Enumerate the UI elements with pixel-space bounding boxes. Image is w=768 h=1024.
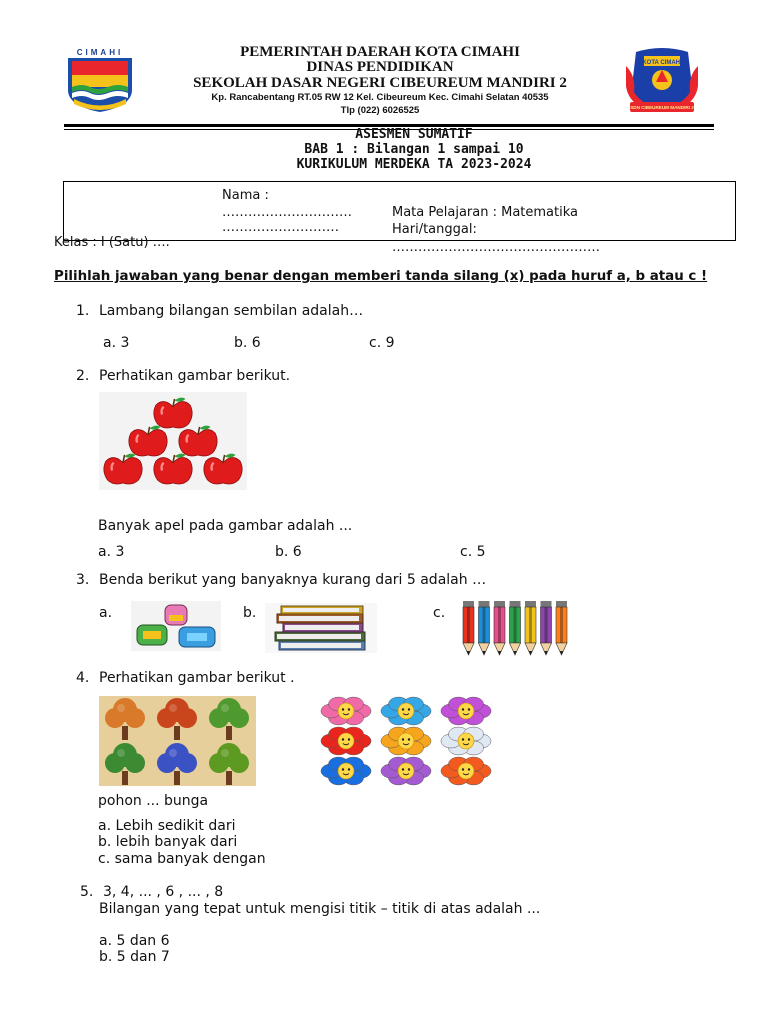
q2-option-c[interactable]: c. 5 [460,544,486,560]
title-block [0,127,768,172]
flower-7 [321,757,371,785]
q1-option-b[interactable]: b. 6 [234,335,261,351]
instruction: Pilihlah jawaban yang benar dengan memberi tanda silang (x) pada huruf a, b atau c ! [54,269,708,284]
flower-2 [381,697,431,725]
q1-text: Lambang bilangan sembilan adalah… [99,303,364,319]
bags-image[interactable] [131,601,221,651]
pencil-6 [541,601,552,655]
kop-line-3: SEKOLAH DASAR NEGERI CIBEUREUM MANDIRI 2 [193,75,567,91]
kelas-label: Kelas : I (Satu) …. [54,235,170,250]
q3-number: 3. [76,572,90,588]
q2-text: Perhatikan gambar berikut. [99,368,291,384]
q1-option-a[interactable]: a. 3 [103,335,130,351]
kop-address: Kp. Rancabentang RT.05 RW 12 Kel. Cibeureum Kec. Cimahi Selatan 40535 [211,92,549,103]
apples-image [99,392,247,490]
nama-dots-2[interactable]: ……………………… [222,220,339,235]
q5-stem: Bilangan yang tepat untuk mengisi titik – titik di atas adalah ... [99,901,541,917]
trees-image [99,696,256,786]
q4-text: Perhatikan gambar berikut . [99,670,295,686]
q5-option-b[interactable]: b. 5 dan 7 [99,949,170,965]
flower-3 [441,697,491,725]
flower-1 [321,697,371,725]
tree-3 [209,698,249,740]
school-logo [622,46,702,118]
bag-blue [179,627,215,647]
q4-number: 4. [76,670,90,686]
q2-stem: Banyak apel pada gambar adalah ... [98,518,353,534]
apple-3 [179,426,217,456]
book-1 [279,641,365,650]
svg-text:CIMAHI: CIMAHI [76,48,124,57]
hari-dots[interactable]: ………………………………………… [392,240,600,255]
title-line-1: ASESMEN SUMATIF [355,127,473,142]
tree-2 [157,698,197,740]
q2-number: 2. [76,368,90,384]
q4-stem: pohon ... bunga [98,793,209,809]
cimahi-city-logo [62,46,138,114]
pencil-2 [479,601,490,655]
tree-1 [105,698,145,740]
tree-6 [209,743,249,785]
book-3 [283,623,363,632]
q3-text: Benda berikut yang banyaknya kurang dari 5 adalah … [99,572,487,588]
bag-pink [165,605,187,625]
tree-5 [157,743,197,785]
nama-label: Nama : [222,188,269,203]
q3-option-a[interactable]: a. [99,605,113,621]
pencils-image[interactable] [459,597,571,659]
flower-6 [441,727,491,755]
flower-4 [321,727,371,755]
q4-option-a[interactable]: a. Lebih sedikit dari [98,818,236,834]
apple-4 [104,454,142,484]
pencil-5 [525,601,536,655]
pencil-7 [556,601,567,655]
title-line-3: KURIKULUM MERDEKA TA 2023-2024 [296,157,532,172]
pencil-4 [510,601,521,655]
tree-4 [105,743,145,785]
apple-1 [154,398,192,428]
book-5 [281,606,363,614]
q1-option-c[interactable]: c. 9 [369,335,395,351]
kop-line-1: PEMERINTAH DAERAH KOTA CIMAHI [240,44,520,60]
q1-number: 1. [76,303,90,319]
svg-text:KOTA CIMAHI: KOTA CIMAHI [642,60,682,66]
mapel-label: Mata Pelajaran : Matematika [392,205,578,220]
svg-text:SDN CIBEUREUM MANDIRI 2: SDN CIBEUREUM MANDIRI 2 [630,105,694,110]
pencil-3 [494,601,505,655]
q5-number: 5. [80,884,94,900]
books-image[interactable] [265,603,377,653]
hari-label: Hari/tanggal: [392,222,477,237]
bag-green [137,625,167,645]
q3-option-b[interactable]: b. [243,605,257,621]
flower-9 [441,757,491,785]
pencil-1 [463,601,474,655]
kop-line-2: DINAS PENDIDIKAN [306,59,454,75]
apple-2 [129,426,167,456]
q2-option-a[interactable]: a. 3 [98,544,125,560]
q2-option-b[interactable]: b. 6 [275,544,302,560]
kop-phone: Tlp (022) 6026525 [340,105,420,116]
book-2 [275,632,365,641]
q3-option-c[interactable]: c. [433,605,446,621]
q4-option-c[interactable]: c. sama banyak dengan [98,851,266,867]
flower-5 [381,727,431,755]
book-4 [277,614,363,623]
flower-8 [381,757,431,785]
q4-option-b[interactable]: b. lebih banyak dari [98,834,238,850]
q5-option-a[interactable]: a. 5 dan 6 [99,933,170,949]
flowers-image [318,696,500,786]
title-line-2: BAB 1 : Bilangan 1 sampai 10 [304,142,524,157]
apple-5 [154,454,192,484]
nama-dots-1[interactable]: ………………………… [222,205,352,220]
apple-6 [204,454,242,484]
q5-text: 3, 4, ... , 6 , ... , 8 [103,884,224,900]
